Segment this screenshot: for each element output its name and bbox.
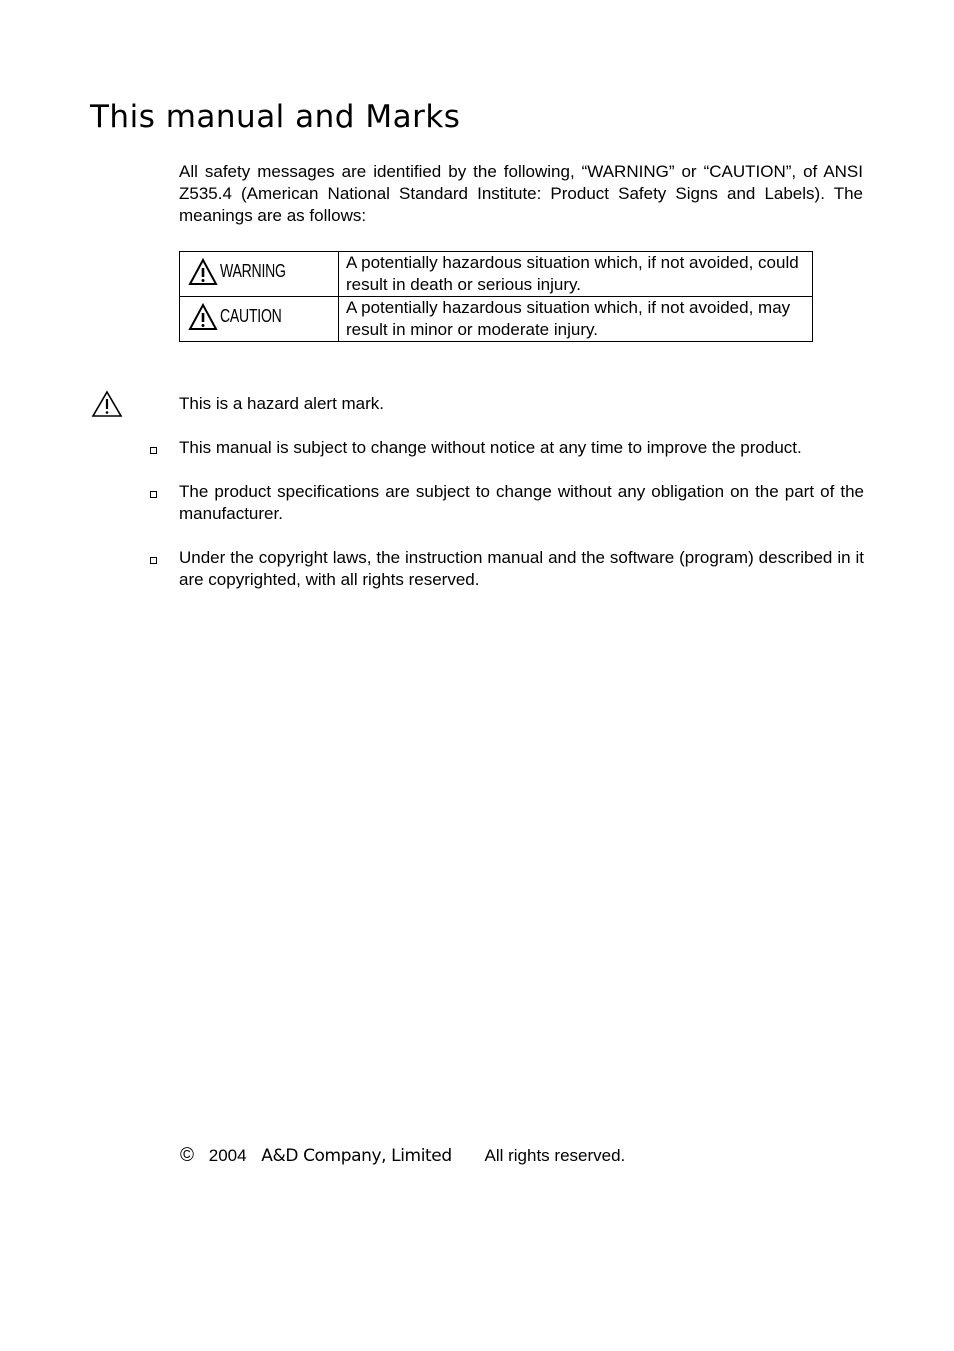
square-bullet-icon [150,447,157,454]
list-item [148,547,864,591]
hazard-alert-icon [91,390,123,418]
warning-signal-word [188,258,304,286]
signal-word-label: CAUTION [220,306,282,326]
signal-words-table [179,251,813,342]
list-item [148,437,864,459]
signal-word-description: A potentially hazardous situation which, if not avoided, could result in death or serious injury. [339,252,813,297]
hazard-alert-text: This is a hazard alert mark. [179,394,385,413]
signal-word-cell [180,297,339,342]
company-name: A&D Company, Limited [261,1146,452,1166]
notes-list [148,437,864,613]
signal-word-description: A potentially hazardous situation which, if not avoided, may result in minor or moderate injury. [339,297,813,342]
signal-word-label: WARNING [220,261,286,281]
rights-text: All rights reserved. [484,1146,626,1165]
square-bullet-icon [150,491,157,498]
copyright-year: 2004 [208,1146,247,1165]
warning-triangle-icon [188,258,218,286]
copyright-footer [180,1145,625,1167]
intro-paragraph: All safety messages are identified by the following, “WARNING” or “CAUTION”, of ANSI Z535.4 (American National Standard Institute: Product Safety Signs and Labels). The meanings are as follows: [179,162,863,225]
page-title: This manual and Marks [90,99,461,135]
note-text: This manual is subject to change without notice at any time to improve the product. [179,438,802,457]
table-row-caution [180,297,813,342]
note-text: The product specifications are subject to change without any obligation on the part of the manufacturer. [179,482,864,523]
list-item [148,481,864,525]
copyright-icon: © [180,1145,194,1166]
caution-signal-word [188,303,299,331]
note-text: Under the copyright laws, the instruction manual and the software (program) described in it are copyrighted, with all rights reserved. [179,548,864,589]
signal-word-cell [180,252,339,297]
table-row-warning [180,252,813,297]
square-bullet-icon [150,557,157,564]
warning-triangle-icon [188,303,218,331]
